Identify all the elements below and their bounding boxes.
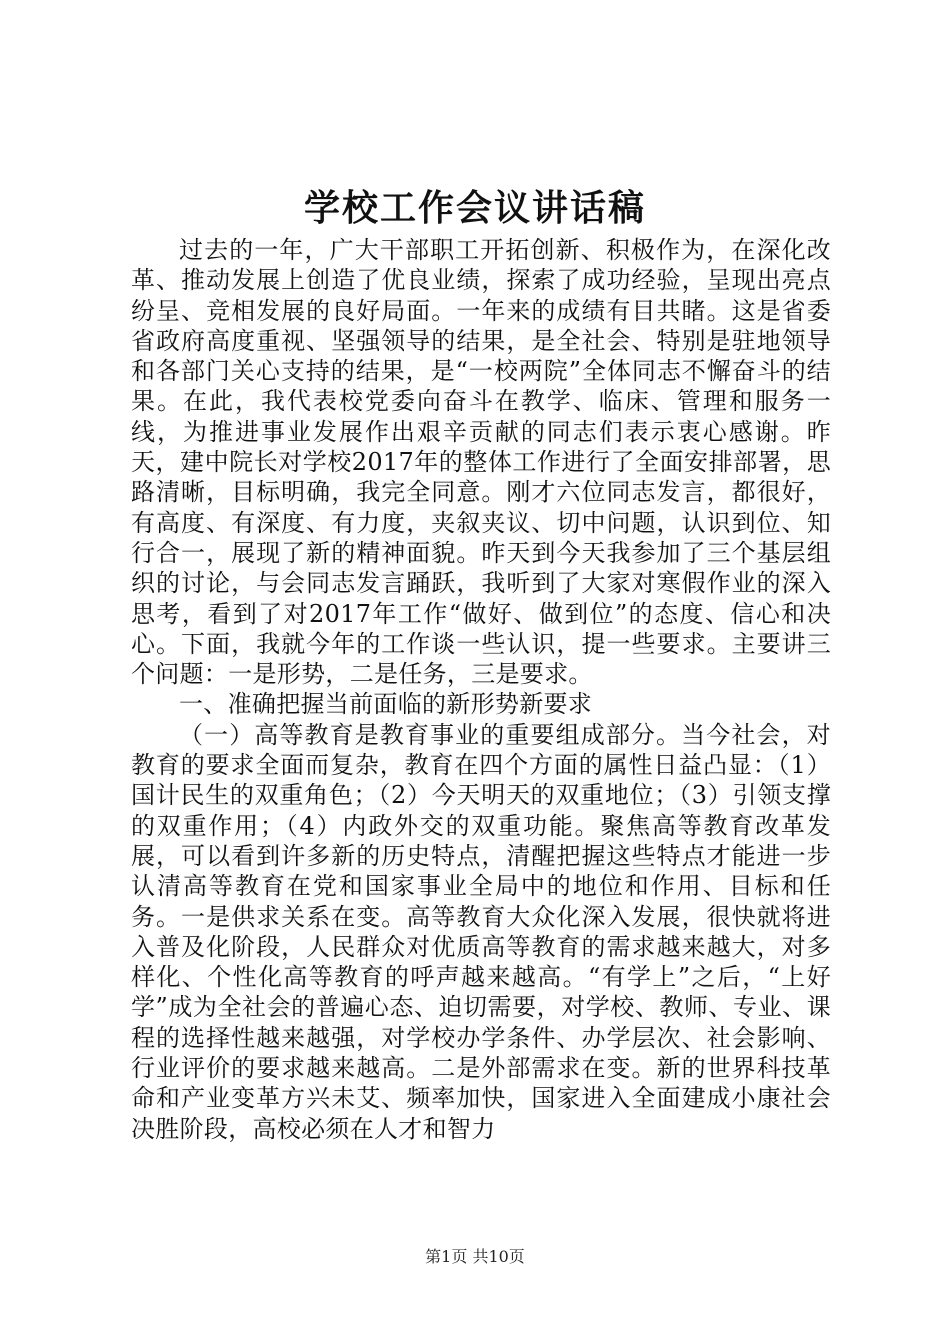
paragraph-section-1: （一）高等教育是教育事业的重要组成部分。当今社会，对教育的要求全面而复杂，教育在四个方面的属性日益凸显：（1）国计民生的双重角色；（2）今天明天的双重地位；（3）引领支撑的双重作用；（4）内政外交的双重功能。聚焦高等教育改革发展，可以看到许多新的历史特点，清醒把握这些特点才能进一步认清高等教育在党和国家事业全局中的地位和作用、目标和任务。一是供求关系在变。高等教育大众化深入发展，很快就将进入普及化阶段，人民群众对优质高等教育的需求越来越大，对多样化、个性化高等教育的呼声越来越高。“有学上”之后，“上好学”成为全社会的普遍心态、迫切需要，对学校、教师、专业、课程的选择性越来越强，对学校办学条件、办学层次、社会影响、行业评价的要求越来越高。二是外部需求在变。新的世界科技革命和产业变革方兴未艾、频率加快，国家进入全面建成小康社会决胜阶段，高校必须在人才和智力 (131, 720, 831, 1143)
document-body (131, 235, 831, 1144)
paragraph-intro: 过去的一年，广大干部职工开拓创新、积极作为，在深化改革、推动发展上创造了优良业绩，探索了成功经验，呈现出亮点纷呈、竞相发展的良好局面。一年来的成绩有目共睹。这是省委省政府高度重视、坚强领导的结果，是全社会、特别是驻地领导和各部门关心支持的结果，是“一校两院”全体同志不懈奋斗的结果。在此，我代表校党委向奋斗在教学、临床、管理和服务一线，为推进事业发展作出艰辛贡献的同志们表示衷心感谢。昨天，建中院长对学校2017年的整体工作进行了全面安排部署，思路清晰，目标明确，我完全同意。刚才六位同志发言，都很好，有高度、有深度、有力度，夹叙夹议、切中问题，认识到位、知行合一，展现了新的精神面貌。昨天到今天我参加了三个基层组织的讨论，与会同志发言踊跃，我听到了大家对寒假作业的深入思考，看到了对2017年工作“做好、做到位”的态度、信心和决心。下面，我就今年的工作谈一些认识，提一些要求。主要讲三个问题：一是形势，二是任务，三是要求。 (131, 236, 831, 689)
document-title: 学校工作会议讲话稿 (303, 187, 646, 229)
section-heading: 一、准确把握当前面临的新形势新要求 (179, 690, 593, 719)
page-footer: 第1页 共10页 (425, 1247, 525, 1266)
